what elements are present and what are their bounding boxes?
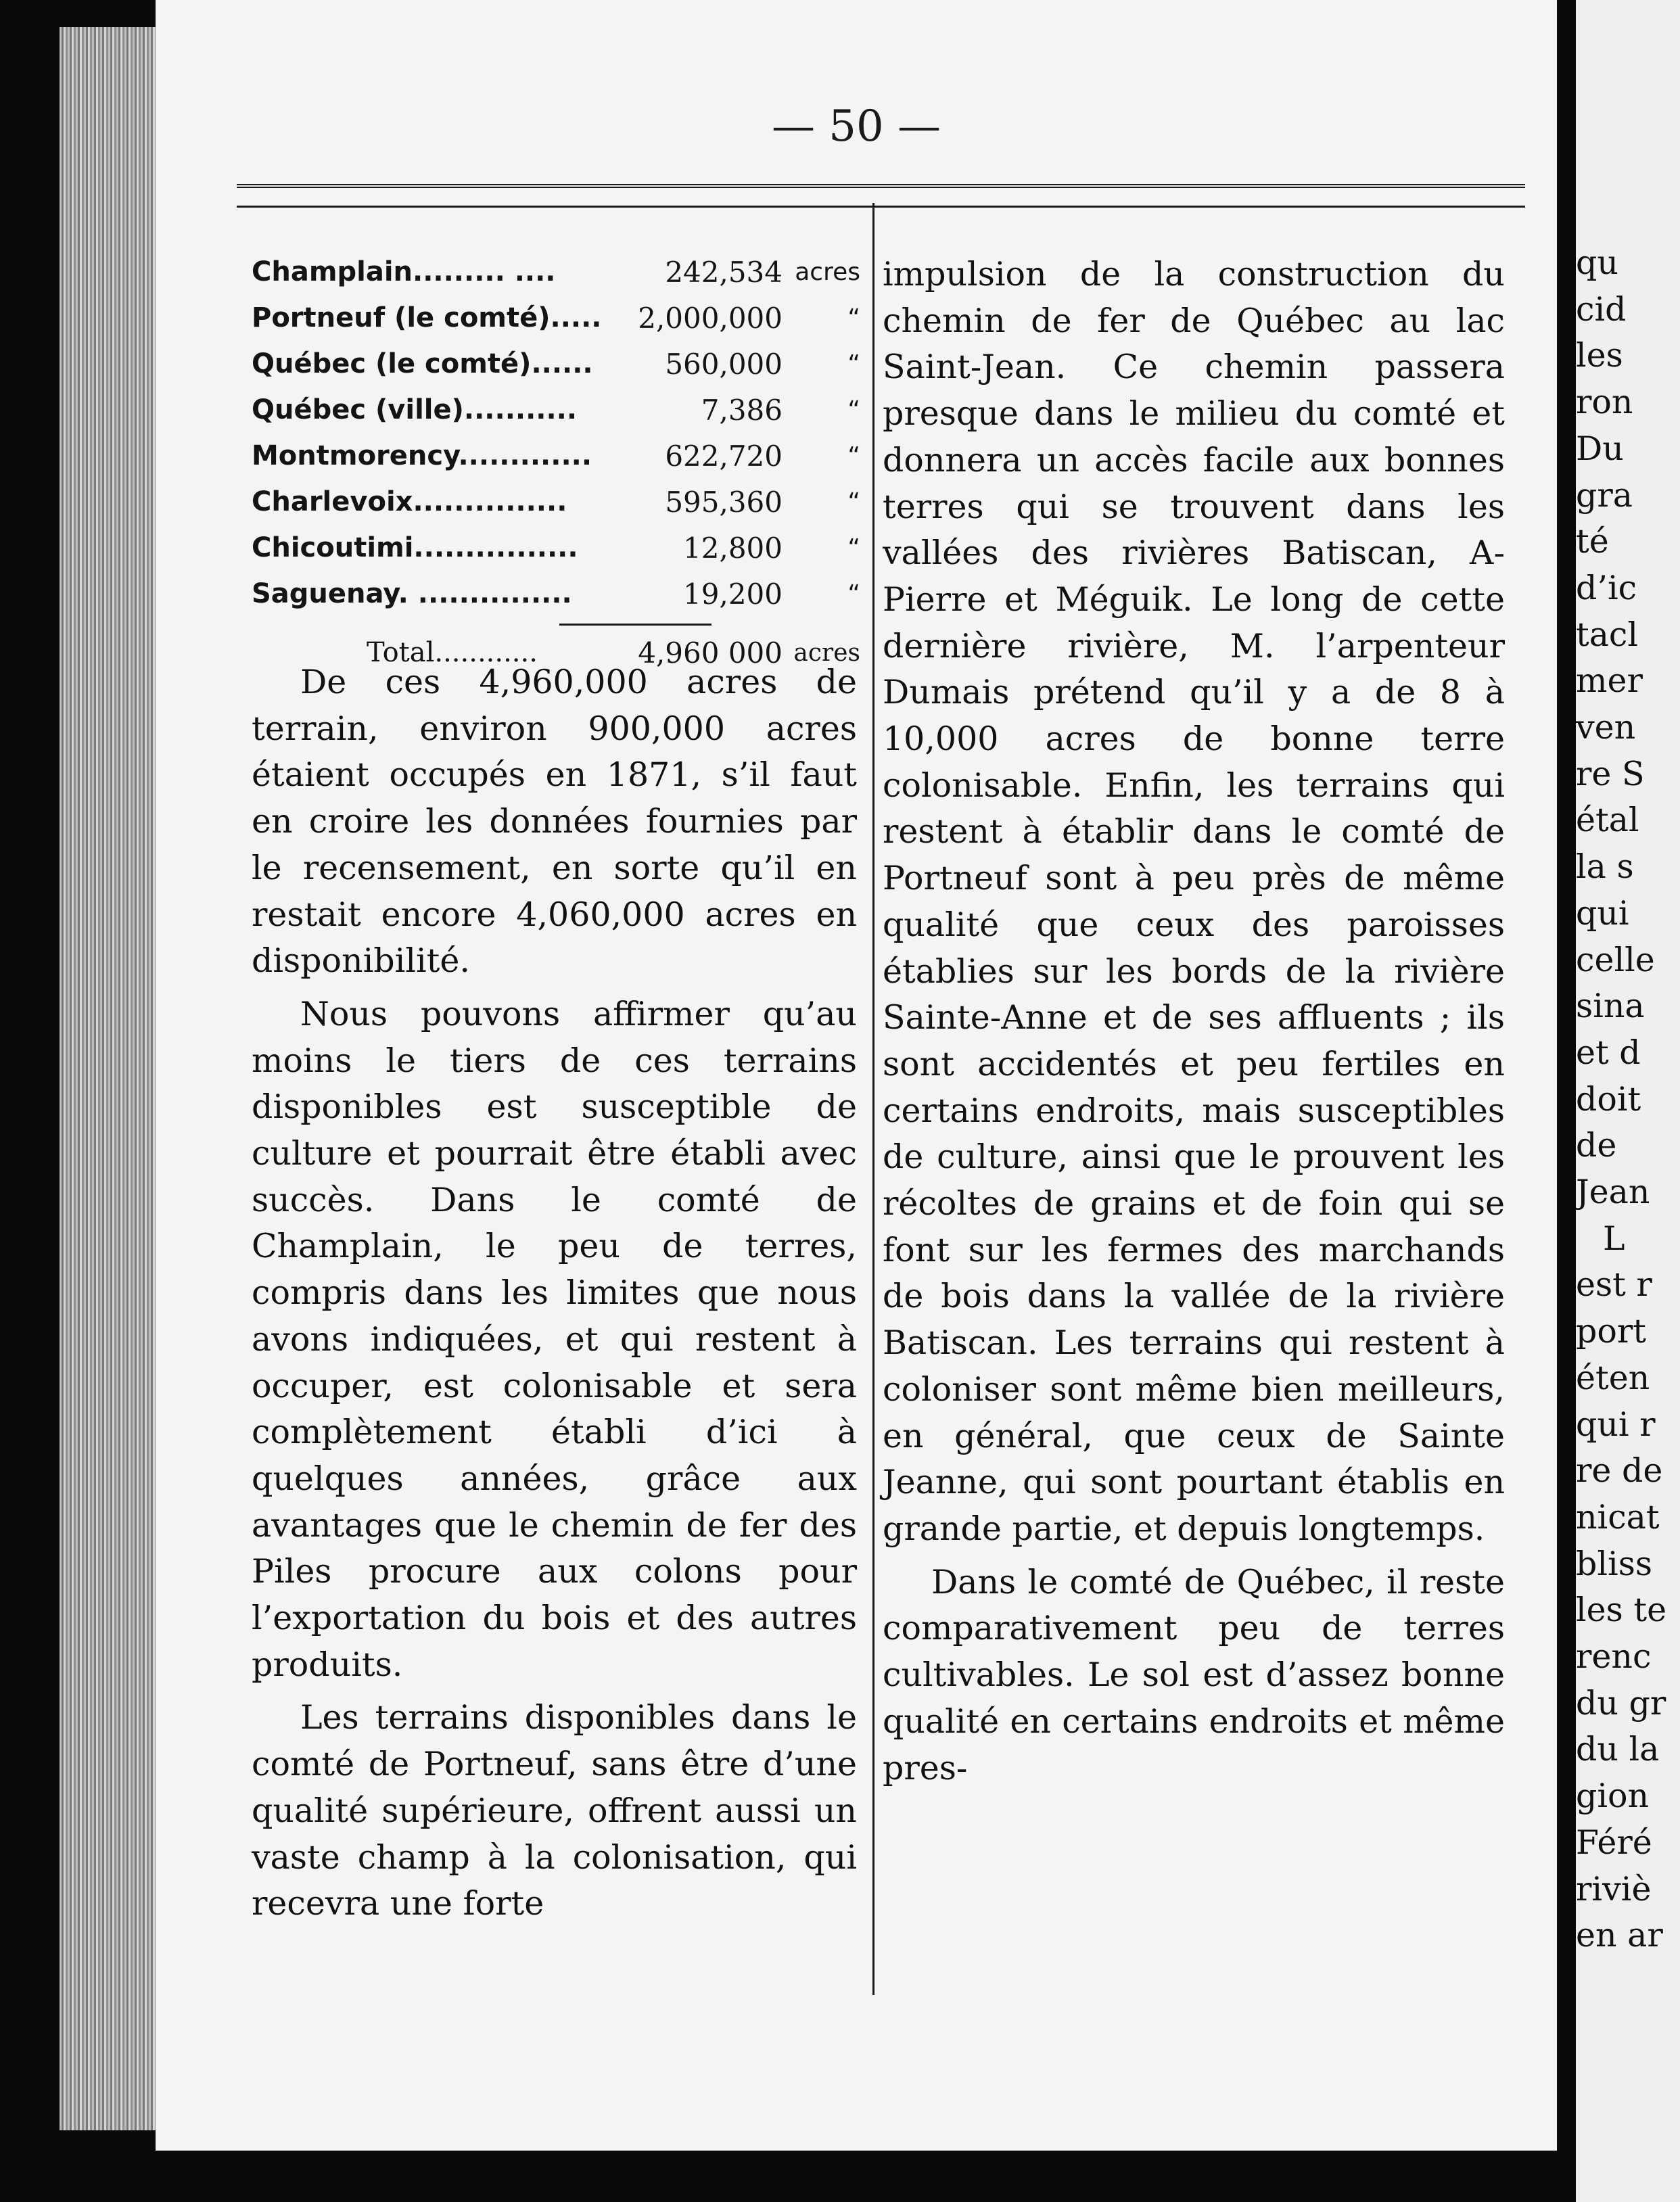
fragment-text: gra xyxy=(1576,475,1633,515)
fragment-text: qui r xyxy=(1576,1405,1656,1444)
paragraph: impulsion de la construction du chemin de fer de Québec au lac Saint-Jean. Ce chemin passera presque dans le milieu du comté et donnera un accès facile aux bonnes terres qui se trouvent dans les vallées des rivières Batiscan, A-Pierre et Méguik. Le long de cette dernière rivière, M. l’arpenteur Dumais prétend qu’il y a de 8 à 10,000 acres de bonne terre colonisable. Enfin, les terrains qui restent à établir dans le comté de Portneuf sont à peu près de même qualité que ceux des paroisses établies sur les bords de la rivière Sainte-Anne et de ses affluents ; ils sont accidentés et peu fertiles en certains endroits, mais susceptibles de culture, ainsi que le prouvent les récoltes de grains et de foin qui se font sur les fermes des marchands de bois dans la vallée de la rivière Batiscan. Les terrains qui restent à coloniser sont même bien meilleurs, en général, que ceux de Sainte Jeanne, qui sont pourtant établis en grande partie, et depuis longtemps. xyxy=(883,255,1505,1548)
table-row xyxy=(252,479,860,525)
county-name: Champlain......... .... xyxy=(252,256,556,287)
unit-label: “ xyxy=(847,488,860,516)
fragment-text: Féré xyxy=(1576,1823,1652,1862)
fragment-text: sina xyxy=(1576,987,1645,1026)
paragraph: De ces 4,960,000 acres de terrain, environ 900,000 acres étaient occupés en 1871, s’il faut en croire les données fournies par le recensement, en sorte qu’il en restait encore 4,060,000 acres en disponibilité. xyxy=(252,663,857,981)
unit-label: “ xyxy=(847,580,860,608)
acreage-value: 560,000 xyxy=(665,347,783,381)
left-column xyxy=(252,659,857,1934)
acreage-value: 19,200 xyxy=(683,577,783,611)
next-page-edge xyxy=(1576,0,1680,2202)
fragment-text: celle xyxy=(1576,940,1655,979)
fragment-text: re S xyxy=(1576,754,1645,793)
fragment-text: cid xyxy=(1576,289,1627,329)
header-rule xyxy=(237,184,1525,208)
fragment-text: et d xyxy=(1576,1033,1641,1072)
table-row xyxy=(252,571,860,617)
total-value: 4,960 000 xyxy=(638,636,783,670)
county-name: Québec (ville)........... xyxy=(252,394,578,425)
acreage-table xyxy=(252,249,860,676)
fragment-text: té xyxy=(1576,522,1609,561)
acreage-value: 7,386 xyxy=(701,393,783,427)
acreage-value: 242,534 xyxy=(665,255,783,289)
paragraph: Les terrains disponibles dans le comté de Portneuf, sans être d’une qualité supérieure, offrent aussi un vaste champ à la colonisation, qui recevra une forte xyxy=(252,1698,857,1923)
unit-label: “ xyxy=(847,534,860,562)
page-number: — 50 — xyxy=(771,101,941,151)
county-name: Chicoutimi................ xyxy=(252,532,578,563)
acreage-value: 2,000,000 xyxy=(638,301,783,335)
fragment-text: d’ic xyxy=(1576,568,1637,607)
fragment-text: les xyxy=(1576,336,1623,375)
fragment-text: re de xyxy=(1576,1451,1663,1491)
table-row xyxy=(252,249,860,295)
paragraph: Dans le comté de Québec, il reste comparativement peu de terres cultivables. Le sol est d’assez bonne qualité en certains endroits et même pres- xyxy=(883,1562,1505,1787)
column-divider xyxy=(872,203,874,1995)
fragment-text: mer xyxy=(1576,661,1643,701)
fragment-text: les te xyxy=(1576,1591,1667,1630)
fragment-text: port xyxy=(1576,1312,1646,1351)
fragment-text: de xyxy=(1576,1126,1617,1165)
unit-label: acres xyxy=(795,258,860,286)
fragment-text: étal xyxy=(1576,801,1639,840)
fragment-text: riviè xyxy=(1576,1869,1652,1908)
county-name: Charlevoix............... xyxy=(252,486,567,517)
fragment-text: est r xyxy=(1576,1265,1652,1305)
acreage-value: 622,720 xyxy=(665,439,783,473)
county-name: Montmorency............. xyxy=(252,440,592,471)
fragment-text: qui xyxy=(1576,893,1629,933)
fragment-text: du gr xyxy=(1576,1683,1666,1723)
unit-label: “ xyxy=(847,350,860,378)
fragment-text: gion xyxy=(1576,1777,1650,1816)
fragment-text: en ar xyxy=(1576,1916,1663,1955)
county-name: Québec (le comté)...... xyxy=(252,348,593,379)
fragment-text: bliss xyxy=(1576,1544,1653,1583)
total-label: Total............ xyxy=(367,637,538,668)
fragment-text: nicat xyxy=(1576,1497,1660,1537)
table-row xyxy=(252,341,860,387)
unit-label: “ xyxy=(847,304,860,332)
page-edge-stack xyxy=(60,27,168,2130)
paragraph: Nous pouvons affirmer qu’au moins le tiers de ces terrains disponibles est susceptible de culture et pourrait être établi avec succès. Dans le comté de Champlain, le peu de terres, compris dans les limites que nous avons indiquées, et qui restent à occuper, est colonisable et sera complètement établi d’ici à quelques années, grâce aux avantages que le chemin de fer des Piles procure aux colons pour l’exportation du bois et des autres produits. xyxy=(252,994,857,1684)
fragment-text: ven xyxy=(1576,708,1636,747)
fragment-text: Jean xyxy=(1576,1173,1650,1211)
total-rule xyxy=(559,624,711,626)
fragment-text: Du xyxy=(1576,429,1624,468)
fragment-text: tacl xyxy=(1576,615,1639,654)
table-row xyxy=(252,433,860,479)
unit-label: “ xyxy=(847,396,860,424)
fragment-text: éten xyxy=(1576,1358,1650,1397)
book-page xyxy=(156,0,1557,2151)
table-row xyxy=(252,387,860,433)
fragment-text: la s xyxy=(1576,847,1634,887)
table-row xyxy=(252,295,860,341)
fragment-text: doit xyxy=(1576,1079,1641,1119)
county-name: Saguenay. ............... xyxy=(252,578,572,609)
fragment-text: renc xyxy=(1576,1637,1652,1676)
total-unit: acres xyxy=(793,638,860,667)
acreage-value: 12,800 xyxy=(683,531,783,565)
unit-label: “ xyxy=(847,442,860,470)
right-column xyxy=(883,252,1505,1798)
table-row xyxy=(252,525,860,571)
fragment-text: qu xyxy=(1576,243,1618,282)
acreage-value: 595,360 xyxy=(665,485,783,519)
fragment-text: du la xyxy=(1576,1730,1660,1769)
county-name: Portneuf (le comté)..... xyxy=(252,302,602,333)
fragment-text: ron xyxy=(1576,383,1633,422)
fragment-text: L xyxy=(1603,1219,1625,1258)
